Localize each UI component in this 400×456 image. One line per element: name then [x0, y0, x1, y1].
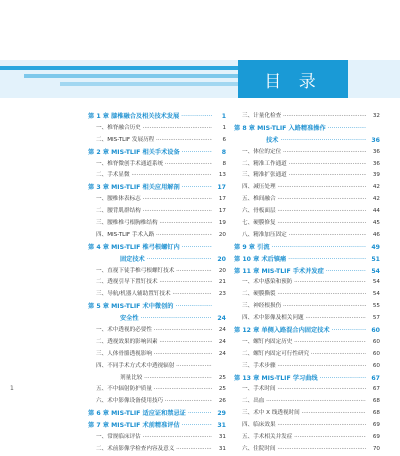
toc-section-entry[interactable]	[234, 230, 380, 242]
toc-section-entry[interactable]	[88, 289, 226, 301]
toc-entry-title: 五、椎间融合 ·····	[242, 194, 366, 206]
page-title: 目 录	[264, 71, 322, 92]
toc-entry-title: 四、临床效果 ·····	[242, 420, 366, 432]
toc-section-entry[interactable]	[88, 194, 226, 206]
toc-entry-title: 六、术中影像设备使用技巧 ·····	[96, 396, 212, 408]
toc-section-entry[interactable]	[88, 206, 226, 218]
toc-entry-title: 一、术中透视的必要性 ·····	[96, 325, 212, 337]
toc-entry-page: 24	[217, 325, 226, 337]
toc-entry-page: 69	[371, 432, 380, 444]
toc-section-entry[interactable]	[234, 337, 380, 349]
toc-section-entry[interactable]	[88, 277, 226, 289]
toc-entry-title: 固定技术 ·····	[120, 254, 212, 266]
toc-entry-title: 三、腰椎椎弓根胸椎结构 ·····	[96, 218, 212, 230]
toc-entry-title: 第 9 章 引流 ·····	[234, 242, 366, 254]
toc-entry-page: 25	[217, 373, 226, 385]
toc-entry-page: 60	[371, 337, 380, 349]
toc-section-entry[interactable]	[234, 182, 380, 194]
toc-section-entry[interactable]	[234, 159, 380, 171]
toc-entry-title: 三、神经根损伤 ·····	[242, 301, 366, 313]
toc-entry-page: 39	[371, 170, 380, 182]
toc-entry-title: 八、精准加压固定 ·····	[242, 230, 366, 242]
toc-entry-page: 24	[215, 313, 226, 325]
toc-section-entry[interactable]	[88, 325, 226, 337]
toc-section-entry[interactable]	[88, 230, 226, 242]
toc-entry-page: 24	[217, 349, 226, 361]
toc-entry-page: 57	[371, 313, 380, 325]
toc-entry-page: 36	[371, 147, 380, 159]
toc-entry-page: 31	[215, 420, 226, 432]
toc-entry-page: 20	[215, 254, 226, 266]
toc-entry-title: 二、精准工作通道 ·····	[242, 159, 366, 171]
toc-entry-title: 第 2 章 MIS-TLIF 相关手术设备 ·····	[88, 147, 212, 159]
toc-entry-page: 51	[369, 254, 380, 266]
toc-section-entry[interactable]	[88, 396, 226, 408]
toc-section-entry[interactable]	[88, 349, 226, 361]
toc-section-entry[interactable]	[234, 289, 380, 301]
toc-entry-title: 三、精准扩张通道 ·····	[242, 170, 366, 182]
toc-entry-page: 17	[215, 182, 226, 194]
toc-entry-title: 三、人体骨骼透视影响 ·····	[96, 349, 212, 361]
toc-entry-title: 三、术中 X 线透视时间 ·····	[242, 408, 366, 420]
toc-section-entry[interactable]	[234, 301, 380, 313]
toc-entry-title: 五、不中辐射防护质量 ·····	[96, 384, 212, 396]
toc-chapter-entry[interactable]	[88, 254, 226, 266]
toc-entry-title: 四、减压处理 ·····	[242, 182, 366, 194]
toc-entry-title: 第 1 章 膝椎融合及相关技术发展 ·····	[88, 111, 212, 123]
toc-entry-title: 一、椎脊融合历史 ·····	[96, 123, 212, 135]
toc-entry-title: 一、椎脊微创手术通道系统 ·····	[96, 159, 212, 171]
toc-section-entry[interactable]	[88, 337, 226, 349]
toc-chapter-entry[interactable]	[234, 325, 380, 337]
toc-column-right	[234, 111, 380, 456]
toc-entry-title: 一、螺钉内固定历史 ·····	[242, 337, 366, 349]
toc-entry-page: 70	[371, 444, 380, 456]
toc-entry-page: 67	[369, 373, 380, 385]
toc-entry-page: 31	[217, 444, 226, 456]
toc-section-entry[interactable]	[234, 194, 380, 206]
toc-entry-title: 剂量比较 ·····	[120, 373, 212, 385]
title-box	[238, 60, 348, 98]
toc-column-left	[88, 111, 226, 456]
toc-section-entry[interactable]	[234, 206, 380, 218]
toc-entry-page: 68	[371, 396, 380, 408]
toc-section-entry[interactable]	[88, 266, 226, 278]
toc-entry-page: 19	[217, 218, 226, 230]
toc-entry-page: 17	[217, 194, 226, 206]
toc-section-entry[interactable]	[88, 135, 226, 147]
toc-section-entry[interactable]	[88, 373, 226, 385]
toc-entry-page: 54	[371, 277, 380, 289]
toc-section-entry[interactable]	[234, 384, 380, 396]
toc-chapter-entry[interactable]	[88, 313, 226, 325]
toc-entry-title: 三、计量化检查 ·····	[242, 111, 366, 123]
toc-entry-page: 68	[371, 408, 380, 420]
toc-entry-title: 第 5 章 MIS-TLIF 术中微创的 ·····	[88, 301, 212, 313]
toc-entry-title: 第 8 章 MIS-TLIF 入路精准操作 ·····	[234, 123, 366, 135]
toc-entry-page: 36	[371, 159, 380, 171]
toc-entry-title: 技术 ·····	[266, 135, 366, 147]
toc-chapter-entry[interactable]	[234, 254, 380, 266]
toc-entry-title: 第 3 章 MIS-TLIF 相关应用解剖 ·····	[88, 182, 212, 194]
toc-entry-title: 一、体位的定位 ·····	[242, 147, 366, 159]
toc-entry-page: 25	[217, 384, 226, 396]
toc-entry-page: 46	[371, 230, 380, 242]
toc-section-entry[interactable]	[234, 444, 380, 456]
toc-entry-title: 二、螺钉内固定可行性研究 ·····	[242, 349, 366, 361]
toc-entry-title: 二、透视效果的影响因素 ·····	[96, 337, 212, 349]
toc-entry-page: 60	[369, 325, 380, 337]
toc-section-entry[interactable]	[88, 361, 226, 373]
toc-entry-title: 一、常规临床评估 ·····	[96, 432, 212, 444]
toc-chapter-entry[interactable]	[234, 123, 380, 135]
toc-entry-title: 二、术前影像学检查内容及意义 ·····	[96, 444, 212, 456]
toc-section-entry[interactable]	[234, 313, 380, 325]
toc-entry-title: 四、MIS-TLIF 手术入路 ·····	[96, 230, 212, 242]
toc-entry-page: 17	[217, 206, 226, 218]
toc-entry-title: 第 10 章 术后镇痛 ·····	[234, 254, 366, 266]
toc-section-entry[interactable]	[88, 123, 226, 135]
toc-chapter-entry[interactable]	[88, 420, 226, 432]
toc-chapter-entry[interactable]	[88, 408, 226, 420]
toc-section-entry[interactable]	[234, 277, 380, 289]
toc-entry-title: 二、硬膜撕裂 ·····	[242, 289, 366, 301]
toc-section-entry[interactable]	[234, 111, 380, 123]
toc-entry-title: 一、术中感染和预防 ·····	[242, 277, 366, 289]
toc-entry-page: 54	[371, 289, 380, 301]
toc-entry-title: 二、MIS-TLIF 发展历程 ·····	[96, 135, 212, 147]
header-banner	[0, 60, 400, 98]
toc-entry-page: 44	[371, 206, 380, 218]
toc-entry-title: 三、手术步骤 ·····	[242, 361, 366, 373]
toc-chapter-entry[interactable]	[234, 135, 380, 147]
toc-entry-page: 13	[217, 170, 226, 182]
toc-entry-page: 31	[217, 432, 226, 444]
toc-entry-page: 1	[220, 123, 226, 135]
toc-entry-page: 69	[371, 420, 380, 432]
toc-entry-page: 8	[220, 159, 226, 171]
toc-entry-title: 四、术中影像及相关问题 ·····	[242, 313, 366, 325]
toc-entry-page: 42	[371, 194, 380, 206]
toc-entry-page: 42	[371, 182, 380, 194]
toc-entry-title: 一、腰椎体表标志 ·····	[96, 194, 212, 206]
toc-entry-title: 一、手术时间 ·····	[242, 384, 366, 396]
toc-section-entry[interactable]	[234, 408, 380, 420]
toc-entry-page: 6	[220, 135, 226, 147]
toc-section-entry[interactable]	[234, 361, 380, 373]
toc-entry-title: 第 13 章 MIS-TLIF 学习曲线 ·····	[234, 373, 366, 385]
toc-entry-title: 六、骨板面层 ·····	[242, 206, 366, 218]
toc-entry-page: 24	[217, 337, 226, 349]
toc-entry-page: 20	[217, 230, 226, 242]
toc-section-entry[interactable]	[88, 170, 226, 182]
toc-chapter-entry[interactable]	[88, 301, 226, 313]
toc-entry-page: 60	[371, 349, 380, 361]
toc-entry-title: 一、直视下徒手椎弓根螺钉技术 ·····	[96, 266, 212, 278]
toc-entry-page: 29	[215, 408, 226, 420]
toc-section-entry[interactable]	[234, 420, 380, 432]
toc-entry-page: 49	[369, 242, 380, 254]
toc-entry-title: 三、导航/机器人辅助置钉技术 ·····	[96, 289, 212, 301]
toc-section-entry[interactable]	[234, 396, 380, 408]
toc-entry-page: 26	[217, 396, 226, 408]
toc-chapter-entry[interactable]	[88, 147, 226, 159]
toc-entry-title: 七、硬膜修复 ·····	[242, 218, 366, 230]
toc-entry-title: 二、手术显微 ·····	[96, 170, 212, 182]
toc-section-entry[interactable]	[234, 218, 380, 230]
toc-entry-page: 55	[371, 301, 380, 313]
toc-chapter-entry[interactable]	[88, 182, 226, 194]
toc-entry-page: 45	[371, 218, 380, 230]
toc-section-entry[interactable]	[234, 349, 380, 361]
toc-chapter-entry[interactable]	[88, 242, 226, 254]
toc-entry-page: 60	[371, 361, 380, 373]
toc-entry-page: 1	[220, 111, 226, 123]
toc-section-entry[interactable]	[88, 444, 226, 456]
toc-entry-page: 23	[217, 289, 226, 301]
toc-section-entry[interactable]	[234, 147, 380, 159]
toc-section-entry[interactable]	[88, 384, 226, 396]
toc-entry-title: 第 4 章 MIS-TLIF 椎弓根螺钉内 ·····	[88, 242, 212, 254]
toc-entry-page: 32	[371, 111, 380, 123]
toc-entry-title: 安全性 ·····	[120, 313, 212, 325]
toc-section-entry[interactable]	[234, 170, 380, 182]
toc-entry-title: 二、透视引导下置钉技术 ·····	[96, 277, 212, 289]
toc-entry-page: 8	[220, 147, 226, 159]
toc-entry-title: 五、手术相关并发症 ·····	[242, 432, 366, 444]
toc-section-entry[interactable]	[234, 432, 380, 444]
toc-entry-page: 67	[371, 384, 380, 396]
toc-chapter-entry[interactable]	[234, 242, 380, 254]
toc-entry-page: 36	[369, 135, 380, 147]
toc-entry-title: 第 12 章 单侧入路混合内固定技术 ·····	[234, 325, 366, 337]
toc-chapter-entry[interactable]	[234, 266, 380, 278]
toc-entry-title: 第 6 章 MIS-TLIF 适应证和禁忌证 ·····	[88, 408, 212, 420]
toc-section-entry[interactable]	[88, 159, 226, 171]
toc-entry-page: 54	[369, 266, 380, 278]
toc-entry-title: 二、腰背肌群结构 ·····	[96, 206, 212, 218]
toc-entry-page: 21	[217, 277, 226, 289]
toc-entry-title: 四、不同手术方式术中透视辐射 ·····	[96, 361, 212, 373]
toc-entry-title: 第 7 章 MIS-TLIF 术前精准评估 ·····	[88, 420, 212, 432]
toc-entry-page: 20	[217, 266, 226, 278]
toc-chapter-entry[interactable]	[88, 111, 226, 123]
toc-section-entry[interactable]	[88, 218, 226, 230]
toc-entry-title: 第 11 章 MIS-TLIF 手术并发症 ·····	[234, 266, 366, 278]
toc-entry-title: 六、住院时间 ·····	[242, 444, 366, 456]
toc-entry-title: 二、出血 ·····	[242, 396, 366, 408]
toc-chapter-entry[interactable]	[234, 373, 380, 385]
toc-section-entry[interactable]	[88, 432, 226, 444]
page-number: 1	[10, 385, 14, 392]
